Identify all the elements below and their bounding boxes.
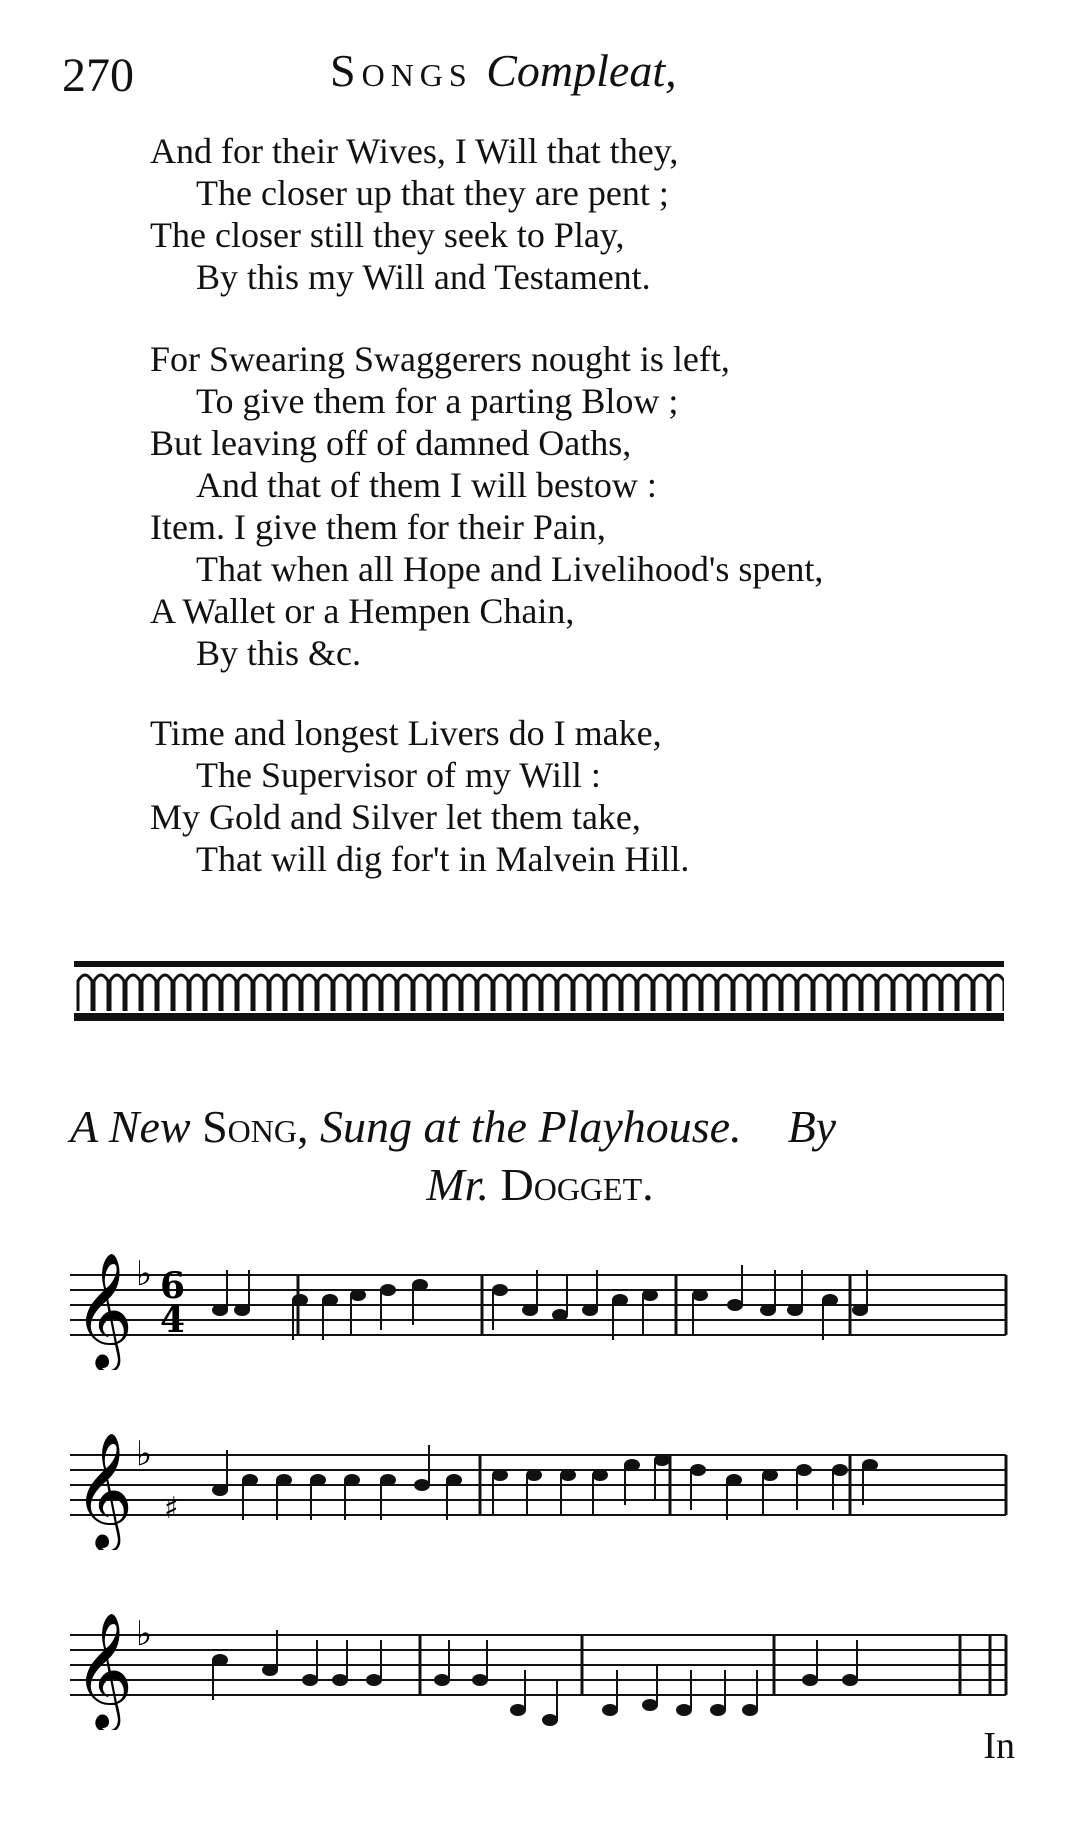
verse-line: That when all Hope and Livelihood's spent, <box>196 549 824 589</box>
ornament-arch <box>574 975 588 1011</box>
page-number: 270 <box>62 49 134 102</box>
verse-line: To give them for a parting Blow ; <box>196 381 679 421</box>
verse-line: Time and longest Livers do I make, <box>150 713 662 753</box>
verse-line: And that of them I will bestow : <box>196 465 657 505</box>
title-italic-by: By <box>787 1101 837 1152</box>
note-head <box>510 1704 526 1716</box>
verse-line: Item. I give them for their Pain, <box>150 507 606 547</box>
ornament-arch <box>334 975 348 1011</box>
stanza-3 <box>150 712 1030 880</box>
ornament-arch <box>830 975 844 1011</box>
title-caps-author: Dogget. <box>500 1159 654 1210</box>
note-head <box>522 1304 538 1316</box>
verse-line: For Swearing Swaggerers nought is left, <box>150 339 730 379</box>
ornament-arch <box>670 975 684 1011</box>
note-head <box>446 1474 462 1486</box>
note-head <box>380 1284 396 1296</box>
ornament-arch <box>414 975 428 1011</box>
music-staff-2 <box>70 1420 1010 1550</box>
note-head <box>412 1279 428 1291</box>
note-head <box>526 1469 542 1481</box>
title-italic-a: A New <box>70 1101 191 1152</box>
ornament-arch <box>590 975 604 1011</box>
ornament-arch <box>238 975 252 1011</box>
ornament-arch <box>798 975 812 1011</box>
verse-line: A Wallet or a Hempen Chain, <box>150 591 575 631</box>
note-head <box>592 1469 608 1481</box>
ornament-arch <box>494 975 508 1011</box>
ornament-arch <box>190 975 204 1011</box>
page-header <box>0 40 1085 120</box>
note-head <box>262 1664 278 1676</box>
stanza-1 <box>150 130 1030 298</box>
verse-line: The closer still they seek to Play, <box>150 215 625 255</box>
note-head <box>310 1474 326 1486</box>
note-head <box>676 1704 692 1716</box>
music-staff-1 <box>70 1240 1010 1370</box>
ornament-arch <box>926 975 940 1011</box>
note-head <box>602 1704 618 1716</box>
verse-line: By this my Will and Testament. <box>196 257 651 297</box>
running-head-italic: Compleat, <box>486 45 677 96</box>
ornament-arch <box>958 975 972 1011</box>
flat-sign-icon: ♭ <box>136 1254 153 1294</box>
title-caps-song: Song, <box>202 1101 309 1152</box>
note-head <box>344 1474 360 1486</box>
note-head <box>492 1469 508 1481</box>
note-head <box>642 1289 658 1301</box>
ornament-arch <box>766 975 780 1011</box>
verse-line: By this &c. <box>196 633 362 673</box>
verse-line: But leaving off of damned Oaths, <box>150 423 632 463</box>
note-head <box>842 1674 858 1686</box>
ornament-arch <box>526 975 540 1011</box>
note-head <box>726 1474 742 1486</box>
ornament-arch <box>366 975 380 1011</box>
note-head <box>787 1304 803 1316</box>
ornament-arch <box>398 975 412 1011</box>
ornament-arch <box>142 975 156 1011</box>
stanza-2 <box>150 338 1030 674</box>
note-head <box>242 1474 258 1486</box>
ornament-arch <box>750 975 764 1011</box>
treble-clef-icon: 𝄞 <box>74 1611 134 1728</box>
note-head <box>642 1699 658 1711</box>
note-head <box>654 1454 670 1466</box>
note-head <box>542 1714 558 1726</box>
ornament-arch <box>206 975 220 1011</box>
title-italic-sung: Sung at the Playhouse. <box>319 1101 742 1152</box>
ornament-arch <box>702 975 716 1011</box>
notes <box>212 1630 858 1726</box>
flat-sign-icon: ♭ <box>136 1614 153 1654</box>
ornament-arch <box>718 975 732 1011</box>
ornament-arch <box>430 975 444 1011</box>
ornament-arch <box>974 975 988 1011</box>
note-head <box>212 1304 228 1316</box>
ornament-arch <box>78 975 92 1011</box>
note-head <box>332 1674 348 1686</box>
note-head <box>560 1469 576 1481</box>
ornament-arch <box>814 975 828 1011</box>
ornament-arch <box>478 975 492 1011</box>
note-head <box>302 1674 318 1686</box>
note-head <box>366 1674 382 1686</box>
note-head <box>492 1284 508 1296</box>
note-head <box>852 1304 868 1316</box>
catchword: In <box>983 1725 1015 1767</box>
ornament-arch <box>910 975 924 1011</box>
treble-clef-icon: 𝄞 <box>74 1251 134 1368</box>
verse-line: My Gold and Silver let them take, <box>150 797 641 837</box>
ornament-arch <box>222 975 236 1011</box>
ornament-arch <box>606 975 620 1011</box>
ornament-arch <box>558 975 572 1011</box>
ornament-arch <box>846 975 860 1011</box>
note-head <box>582 1304 598 1316</box>
note-head <box>762 1469 778 1481</box>
ornament-arch <box>894 975 908 1011</box>
verse-line: And for their Wives, I Will that they, <box>150 131 679 171</box>
note-head <box>292 1294 308 1306</box>
verse-line: That will dig for't in Malvein Hill. <box>196 839 690 879</box>
note-head <box>832 1464 848 1476</box>
notes <box>212 1265 868 1340</box>
note-head <box>710 1704 726 1716</box>
note-head <box>760 1304 776 1316</box>
ornament-arch <box>158 975 172 1011</box>
title-italic-mr: Mr. <box>426 1159 489 1210</box>
treble-clef-icon: 𝄞 <box>74 1431 134 1548</box>
ornament-arch <box>446 975 460 1011</box>
running-head-caps: Songs <box>330 45 473 96</box>
verse-line: The closer up that they are pent ; <box>196 173 669 213</box>
note-head <box>552 1309 568 1321</box>
ornament-arch <box>990 975 1004 1011</box>
ornament-arch <box>638 975 652 1011</box>
flat-sign-icon: ♭ <box>136 1434 153 1474</box>
note-head <box>212 1654 228 1666</box>
sharp-sign-icon: ♯ <box>164 1491 179 1526</box>
ornament-arch <box>174 975 188 1011</box>
note-head <box>234 1304 250 1316</box>
ornament-arch <box>878 975 892 1011</box>
note-head <box>822 1294 838 1306</box>
note-head <box>612 1294 628 1306</box>
ornament-arch <box>622 975 636 1011</box>
song-title <box>70 1098 1010 1214</box>
note-head <box>212 1484 228 1496</box>
ornament-arch <box>318 975 332 1011</box>
ornament-arch <box>286 975 300 1011</box>
ornament-arch <box>734 975 748 1011</box>
time-signature-bottom: 4 <box>160 1299 186 1341</box>
note-head <box>802 1674 818 1686</box>
note-head <box>380 1474 396 1486</box>
ornament-arch <box>350 975 364 1011</box>
note-head <box>624 1459 640 1471</box>
ornament-arch <box>654 975 668 1011</box>
ornament-arch <box>782 975 796 1011</box>
ornament-arch <box>254 975 268 1011</box>
time-signature-top: 6 <box>160 1265 186 1307</box>
ornament-arch <box>302 975 316 1011</box>
ornament-arch <box>686 975 700 1011</box>
notes <box>212 1445 878 1520</box>
running-head <box>330 44 677 97</box>
note-head <box>862 1459 878 1471</box>
note-head <box>350 1289 366 1301</box>
ornament-arch <box>94 975 108 1011</box>
note-head <box>472 1674 488 1686</box>
ornament-arch <box>542 975 556 1011</box>
note-head <box>434 1674 450 1686</box>
ornament-arch <box>110 975 124 1011</box>
note-head <box>690 1464 706 1476</box>
ornament-arch <box>462 975 476 1011</box>
note-head <box>692 1289 708 1301</box>
note-head <box>322 1294 338 1306</box>
ornament-arch <box>862 975 876 1011</box>
verse-line: The Supervisor of my Will : <box>196 755 601 795</box>
ornamental-border <box>74 955 1004 1025</box>
ornament-arch <box>270 975 284 1011</box>
ornament-arch <box>382 975 396 1011</box>
ornament-arch <box>510 975 524 1011</box>
ornament-arch <box>126 975 140 1011</box>
note-head <box>742 1704 758 1716</box>
note-head <box>414 1479 430 1491</box>
note-head <box>796 1464 812 1476</box>
note-head <box>276 1474 292 1486</box>
note-head <box>727 1299 743 1311</box>
ornament-arch <box>942 975 956 1011</box>
music-staff-3 <box>70 1600 1010 1730</box>
